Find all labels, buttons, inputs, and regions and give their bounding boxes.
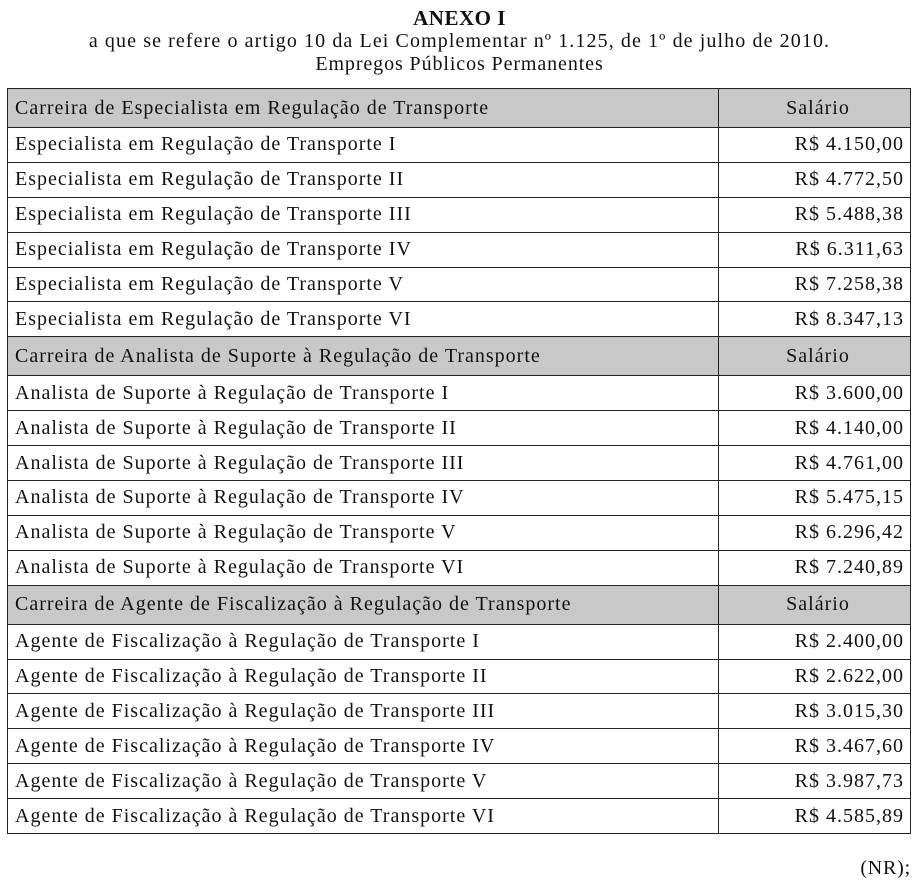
cargo-cell: Agente de Fiscalização à Regulação de Transporte III: [8, 694, 719, 729]
salary-cell: R$ 4.140,00: [719, 411, 911, 446]
salary-cell: R$ 5.488,38: [719, 197, 911, 232]
annex-title: ANEXO I: [413, 6, 506, 30]
cargo-cell: Especialista em Regulação de Transporte I: [8, 128, 719, 163]
table-row: [8, 764, 911, 799]
footer-note: (NR);: [860, 857, 911, 879]
cargo-cell: Agente de Fiscalização à Regulação de Transporte V: [8, 764, 719, 799]
salary-cell: R$ 4.585,89: [719, 799, 911, 834]
career-header-row: [8, 585, 911, 624]
cargo-cell: Especialista em Regulação de Transporte II: [8, 162, 719, 197]
cargo-cell: Agente de Fiscalização à Regulação de Transporte I: [8, 624, 719, 659]
cargo-cell: Especialista em Regulação de Transporte III: [8, 197, 719, 232]
cargo-cell: Analista de Suporte à Regulação de Transporte V: [8, 515, 719, 550]
salary-column-header: Salário: [719, 585, 911, 624]
salary-cell: R$ 2.400,00: [719, 624, 911, 659]
table-row: [8, 729, 911, 764]
table-row: [8, 624, 911, 659]
cargo-cell: Analista de Suporte à Regulação de Transporte II: [8, 411, 719, 446]
career-title: Carreira de Analista de Suporte à Regulação de Transporte: [8, 337, 719, 376]
cargo-cell: Especialista em Regulação de Transporte VI: [8, 302, 719, 337]
table-row: [8, 799, 911, 834]
cargo-cell: Especialista em Regulação de Transporte V: [8, 267, 719, 302]
salary-cell: R$ 8.347,13: [719, 302, 911, 337]
annex-heading: Empregos Públicos Permanentes: [315, 53, 604, 75]
table-row: [8, 659, 911, 694]
career-title: Carreira de Agente de Fiscalização à Regulação de Transporte: [8, 585, 719, 624]
salary-cell: R$ 3.987,73: [719, 764, 911, 799]
salary-cell: R$ 6.296,42: [719, 515, 911, 550]
career-title: Carreira de Especialista em Regulação de Transporte: [8, 89, 719, 128]
salary-cell: R$ 3.015,30: [719, 694, 911, 729]
career-header-row: [8, 89, 911, 128]
table-row: [8, 197, 911, 232]
table-row: [8, 267, 911, 302]
cargo-cell: Agente de Fiscalização à Regulação de Transporte VI: [8, 799, 719, 834]
cargo-cell: Agente de Fiscalização à Regulação de Transporte IV: [8, 729, 719, 764]
cargo-cell: Agente de Fiscalização à Regulação de Transporte II: [8, 659, 719, 694]
salary-cell: R$ 3.467,60: [719, 729, 911, 764]
career-header-row: [8, 337, 911, 376]
table-row: [8, 446, 911, 481]
salary-cell: R$ 7.240,89: [719, 550, 911, 585]
cargo-cell: Analista de Suporte à Regulação de Transporte I: [8, 376, 719, 411]
table-row: [8, 550, 911, 585]
salary-cell: R$ 6.311,63: [719, 232, 911, 267]
table-row: [8, 162, 911, 197]
document-header: [0, 6, 919, 76]
salary-cell: R$ 2.622,00: [719, 659, 911, 694]
salary-table: [7, 88, 911, 834]
salary-cell: R$ 4.772,50: [719, 162, 911, 197]
table-row: [8, 376, 911, 411]
salary-cell: R$ 4.150,00: [719, 128, 911, 163]
cargo-cell: Analista de Suporte à Regulação de Transporte VI: [8, 550, 719, 585]
salary-cell: R$ 5.475,15: [719, 481, 911, 516]
cargo-cell: Analista de Suporte à Regulação de Transporte III: [8, 446, 719, 481]
table-row: [8, 481, 911, 516]
salary-cell: R$ 4.761,00: [719, 446, 911, 481]
annex-subtitle: a que se refere o artigo 10 da Lei Complementar nº 1.125, de 1º de julho de 2010.: [88, 30, 831, 52]
table-row: [8, 232, 911, 267]
salary-cell: R$ 3.600,00: [719, 376, 911, 411]
table-row: [8, 411, 911, 446]
table-row: [8, 302, 911, 337]
cargo-cell: Analista de Suporte à Regulação de Transporte IV: [8, 481, 719, 516]
salary-column-header: Salário: [719, 89, 911, 128]
cargo-cell: Especialista em Regulação de Transporte IV: [8, 232, 719, 267]
table-row: [8, 515, 911, 550]
salary-column-header: Salário: [719, 337, 911, 376]
salary-cell: R$ 7.258,38: [719, 267, 911, 302]
table-row: [8, 694, 911, 729]
table-row: [8, 128, 911, 163]
